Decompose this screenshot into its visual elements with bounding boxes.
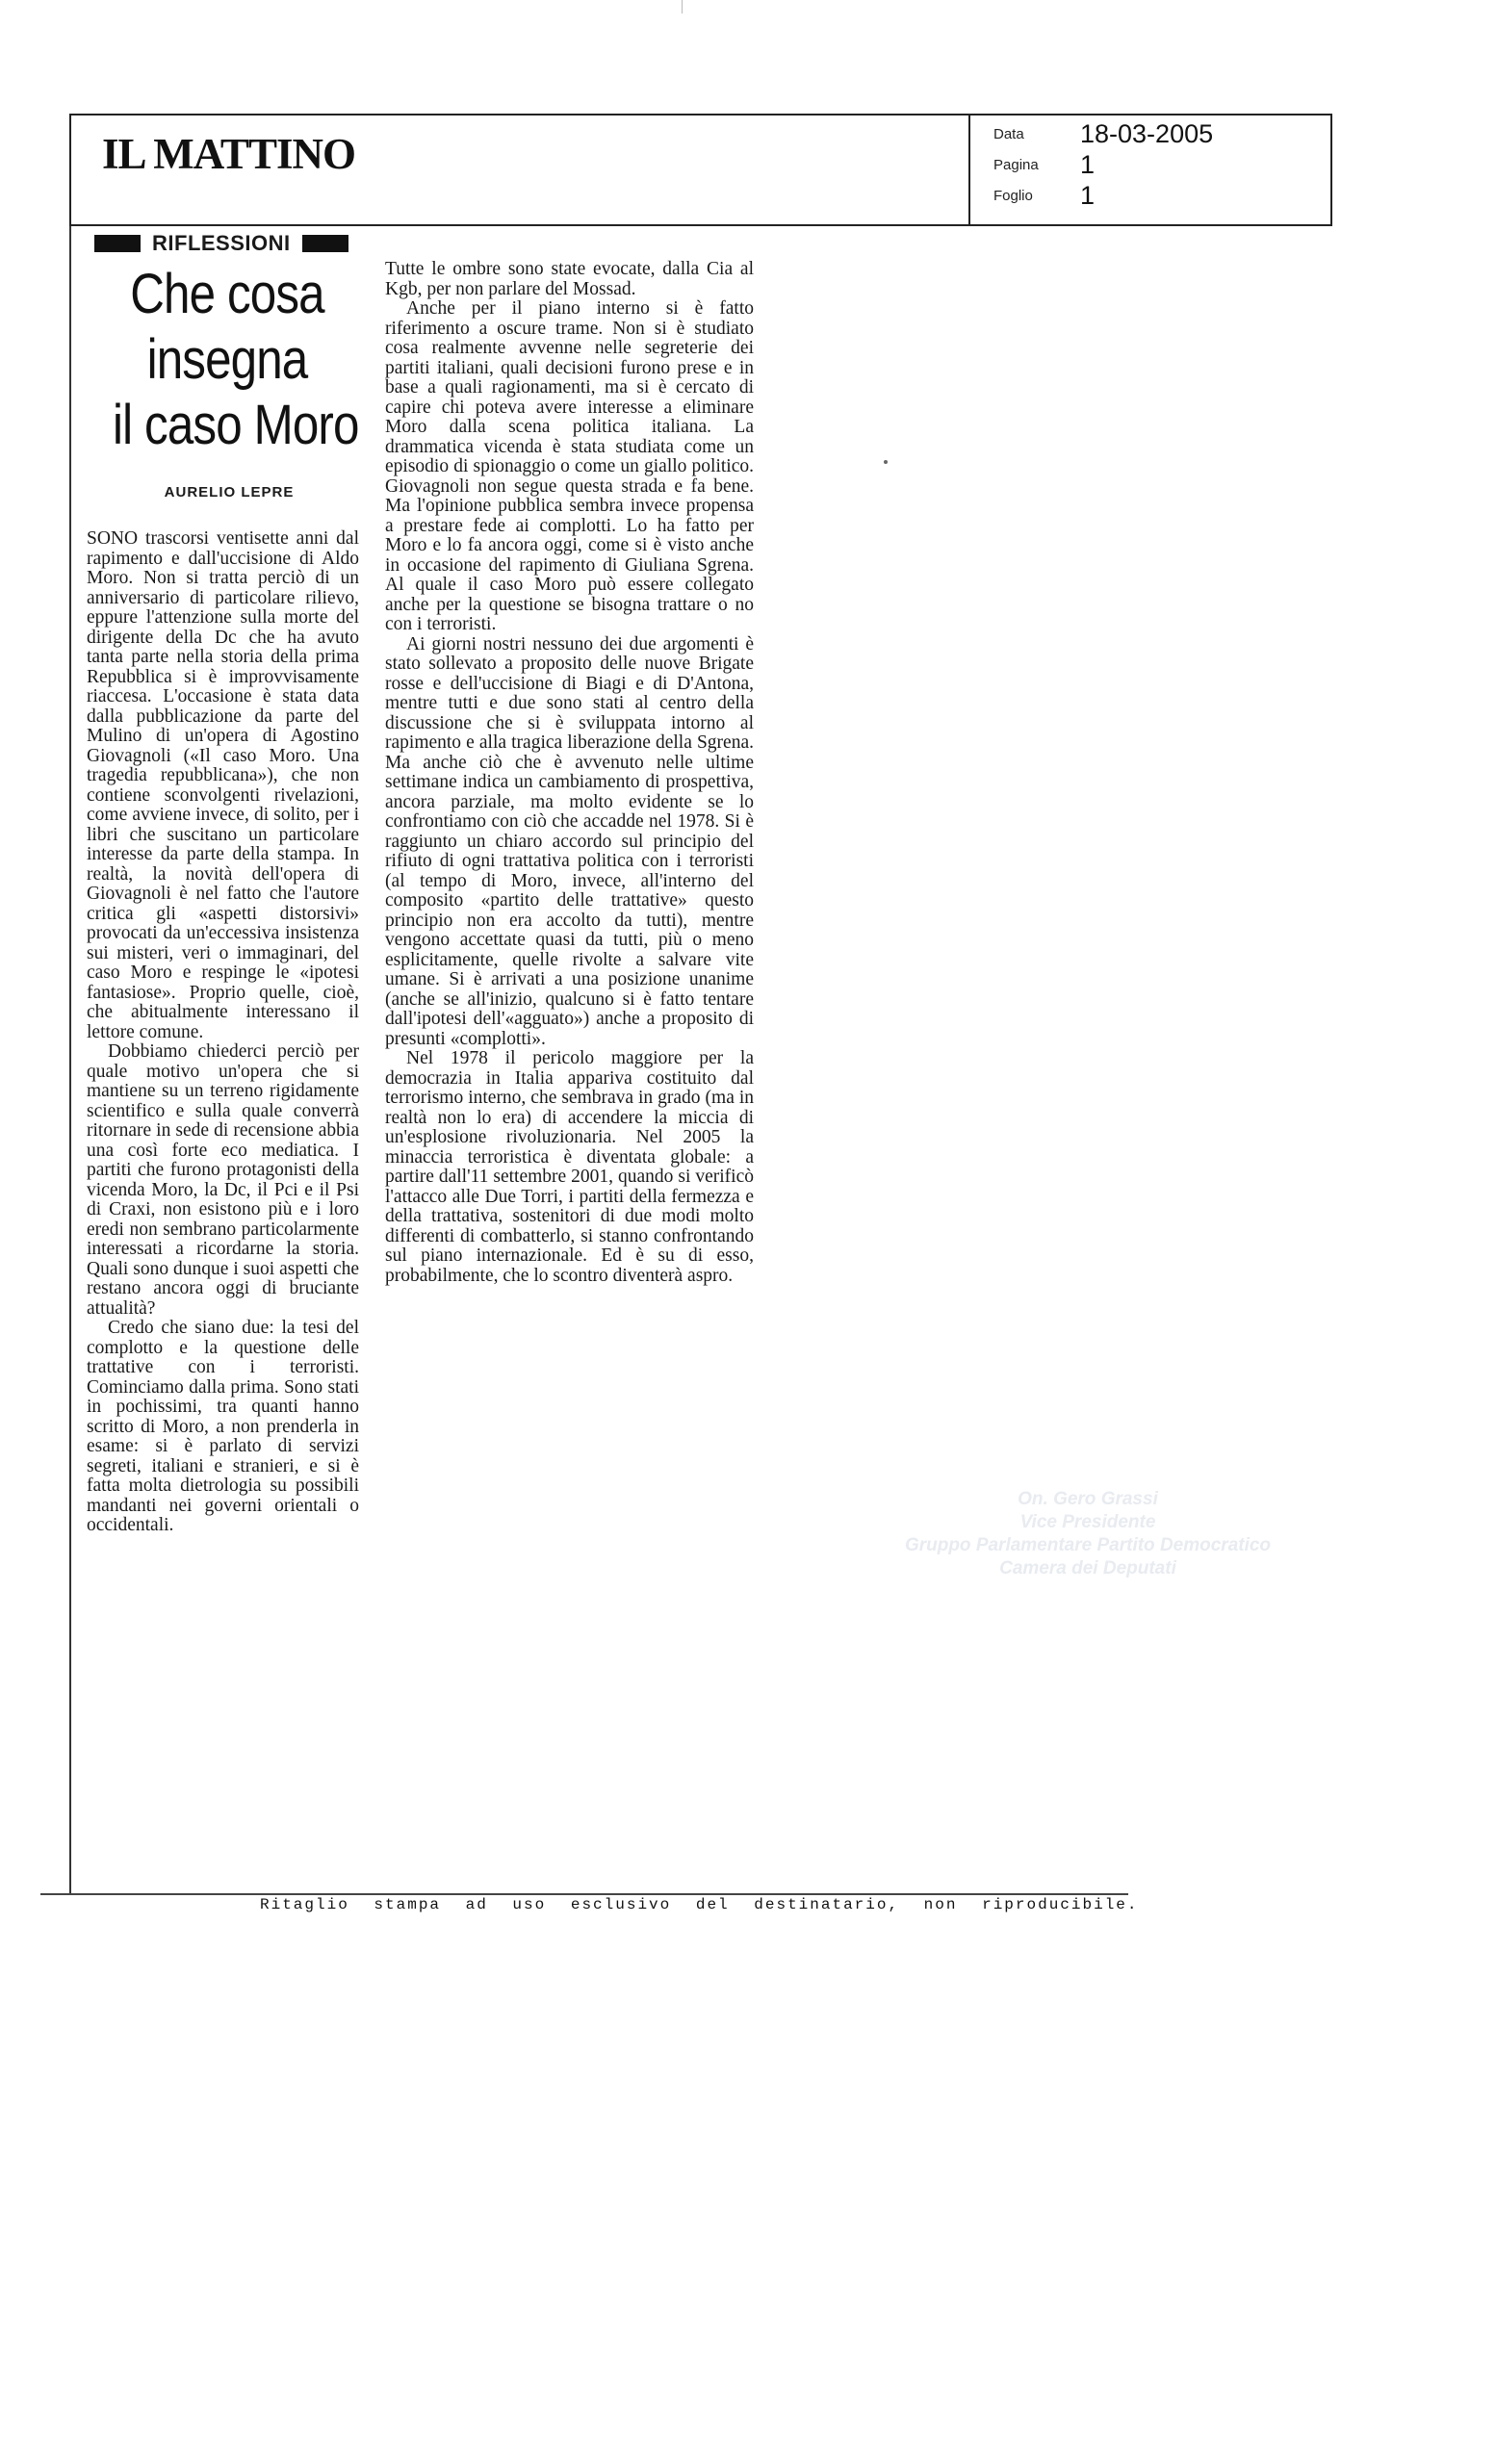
section-kicker [94,231,348,256]
col1-paragraph-2: Dobbiamo chiederci perciò per quale motivo un'opera che si mantiene su un terreno rigidamente scientifico e sulla quale converrà ritornare in sede di recensione abbia una così forte eco mediatica. I partiti che furono protagonisti della vicenda Moro, la Dc, il Pci e il Psi di Craxi, non esistono più e i loro eredi non sembrano particolarmente interessati a ricordarne la storia. Quali sono dunque i suoi aspetti che restano ancora oggi di bruciante attualità? [87,1041,359,1319]
footer-notice: Ritaglio stampa ad uso esclusivo del destinatario, non riproducibile. [260,1896,1139,1913]
foglio-value: 1 [1080,181,1096,210]
col1-paragraph-3: Credo che siano due: la tesi del complotto e la questione delle trattative con i terroristi. Cominciamo dalla prima. Sono stati in pochissimi, tra quanti hanno scritto di Moro, a non prenderla in esame: si è parlato di servizi segreti, italiani e stranieri, e si è fatta molta dietrologia su possibili mandanti nei governi orientali o occidentali. [87,1318,359,1535]
article-column-2 [385,260,754,1286]
headline-line-1: Che cosa [130,263,324,325]
scan-speck [884,460,888,464]
newspaper-logo [102,129,355,179]
scan-edge-mark [682,0,683,13]
pagina-value: 1 [1080,150,1096,179]
kicker-bar-right [302,235,348,252]
faded-stamp [862,1488,1314,1580]
col2-paragraph-1: Tutte le ombre sono state evocate, dalla Cia al Kgb, per non parlare del Mossad. [385,259,754,299]
foglio-label: Foglio [993,188,1033,204]
logo-text: IL MATTINO [102,130,355,178]
data-value: 18-03-2005 [1080,119,1214,148]
header-frame [69,114,1332,226]
pagina-label: Pagina [993,157,1039,173]
headline-line-3: il caso Moro [113,394,359,456]
footer-rule [40,1893,1128,1895]
kicker-bar-left [94,235,141,252]
col2-paragraph-2: Anche per il piano interno si è fatto riferimento a oscure trame. Non si è studiato cosa realmente avvenne nelle segreterie dei partiti italiani, quali decisioni furono prese e in base a quali ragionamenti, ma si è cercato di capire chi poteva avere interesse a eliminare Moro dalla scena politica italiana. La drammatica vicenda è stata studiata come un episodio di spionaggio o come un giallo politico. Giovagnoli non segue questa strada e fa bene. Ma l'opinione pubblica sembra invece propensa a prestare fede ai complotti. Lo ha fatto per Moro e lo fa ancora oggi, come si è visto anche in occasione del rapimento di Giuliana Sgrena. Al quale il caso Moro può essere collegato anche per la questione se bisogna trattare o no con i terroristi. [385,298,754,634]
kicker-text: RIFLESSIONI [152,231,291,255]
meta-box [968,116,1334,224]
headline-line-2: insegna [146,328,308,391]
article-column-1 [87,529,359,1536]
article-headline [113,262,359,458]
col1-paragraph-1: SONO trascorsi ventisette anni dal rapimento e dall'uccisione di Aldo Moro. Non si tratta perciò di un anniversario di particolare rilievo, eppure l'attenzione sulla morte del dirigente della Dc che ha avuto tanta parte nella storia della prima Repubblica si è improvvisamente riaccesa. L'occasione è stata data dalla pubblicazione da parte del Mulino di un'opera di Agostino Giovagnoli («Il caso Moro. Una tragedia repubblicana»), che non contiene sconvolgenti rivelazioni, come avviene invece, di solito, per i libri che suscitano un particolare interesse da parte della stampa. In realtà, la novità dell'opera di Giovagnoli è nel fatto che l'autore critica gli «aspetti distorsivi» provocati da un'eccessiva insistenza sui misteri, veri o immaginari, del caso Moro e respinge le «ipotesi fantasiose». Proprio quelle, cioè, che abitualmente interessano il lettore comune. [87,528,359,1042]
stamp-line-3: Gruppo Parlamentare Partito Democratico [904,1535,1272,1555]
col2-paragraph-3: Ai giorni nostri nessuno dei due argomenti è stato sollevato a proposito delle nuove Brigate rosse e dell'uccisione di Biagi e di D'Antona, mentre tutti e due sono stati al centro della discussione che si è sviluppata intorno al rapimento e alla tragica liberazione della Sgrena. Ma anche ciò che è avvenuto nelle ultime settimane indica un cambiamento di prospettiva, ancora parziale, ma molto evidente se lo confrontiamo con ciò che accadde nel 1978. Si è raggiunto un chiaro accordo sul principio del rifiuto di ogni trattativa politica con i terroristi (al tempo di Moro, invece, all'interno del composito «partito delle trattative» questo principio non era accolto da tutti), mentre vengono accettate quasi da tutti, più o meno esplicitamente, quelle rivolte a salvare vite umane. Si è arrivati a una posizione unanime (anche se all'inizio, qualcuno si è fatto tentare dall'ipotesi dell'«agguato») anche a proposito di presunti «complotti». [385,633,754,1049]
stamp-line-1: On. Gero Grassi [1018,1489,1158,1509]
article-byline: AURELIO LEPRE [164,484,295,500]
stamp-line-4: Camera dei Deputati [999,1558,1176,1578]
left-border-line [69,226,71,1895]
stamp-line-2: Vice Presidente [1019,1512,1156,1532]
col2-paragraph-4: Nel 1978 il pericolo maggiore per la democrazia in Italia appariva costituito dal terrorismo interno, che sembrava in grado (ma in realtà non lo era) di accendere la miccia di un'esplosione rivoluzionaria. Nel 2005 la minaccia terroristica è diventata globale: a partire dall'11 settembre 2001, quando si verificò l'attacco alle Due Torri, i partiti della fermezza e della trattativa, sostenitori di due modi molto differenti di combatterlo, si stanno confrontando sul piano internazionale. Ed è su di esso, probabilmente, che lo scontro diventerà aspro. [385,1048,754,1286]
data-label: Data [993,126,1024,142]
